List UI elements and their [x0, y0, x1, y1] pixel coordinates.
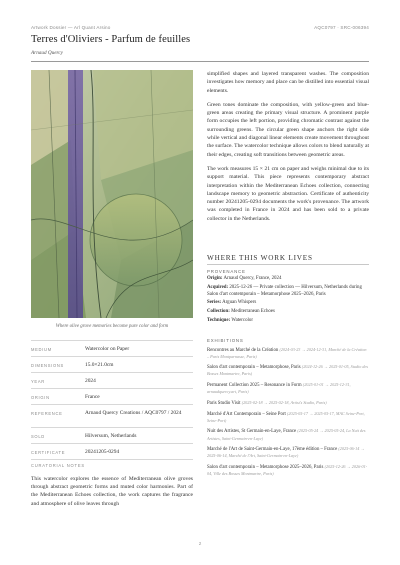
exhibition-name: Permanent Collection 2025 – Resonance in Form	[207, 383, 302, 389]
spec-label: SOLD	[31, 433, 45, 439]
exhibition-item	[207, 364, 369, 378]
exhibition-meta: (2024-12-26 → 2025-01-05, Studio des Bosses Montmartre, Paris)	[207, 364, 368, 377]
artwork-image	[31, 70, 193, 318]
spec-label: DIMENSIONS	[31, 362, 64, 368]
spec-row	[31, 427, 193, 443]
spec-row	[31, 388, 193, 404]
provenance-label: Series:	[207, 300, 222, 306]
spec-value: 2024	[85, 377, 96, 384]
history-heading: WHERE THIS WORK LIVES	[207, 254, 313, 262]
provenance-text: Arguan Whispers	[222, 300, 257, 306]
exhibition-name: Nuit des Artistes, St Germain-en-Laye, France	[207, 429, 297, 435]
spec-value: Hilversum, Netherlands	[85, 432, 137, 439]
exhibition-name: Paris Studio Visit	[207, 400, 241, 406]
spec-label: MEDIUM	[31, 346, 52, 352]
spec-label: YEAR	[31, 378, 45, 384]
exhibition-meta: (2025-05-17 → 2025-05-17, MAC Seine-Port, Seine-Port)	[207, 410, 365, 423]
provenance-item	[207, 285, 369, 298]
exhibition-name: Marché d'Art Contemporain – Seine Port	[207, 411, 286, 417]
provenance-heading: PROVENANCE	[207, 269, 246, 274]
provenance-section	[207, 269, 369, 325]
exhibition-item	[207, 411, 369, 425]
exhibitions-section	[207, 338, 369, 478]
spec-row	[31, 356, 193, 372]
provenance-item	[207, 318, 369, 325]
spec-label: CERTIFICATE	[31, 449, 66, 455]
provenance-text: Arnaud Quercy, France, 2024	[223, 276, 282, 282]
description-paragraph: simplified shapes and layered transparent washes. The composition investigates how memory and place can be distilled into essential visual elements.	[207, 71, 369, 94]
provenance-label: Technique:	[207, 317, 231, 323]
artwork-title: Terres d'Oliviers - Parfum de feuilles	[31, 34, 191, 45]
exhibitions-heading: EXHIBITIONS	[207, 338, 244, 343]
spec-value: Watercolor on Paper	[85, 345, 130, 352]
exhibition-name: Marché de l'Art de Saint-Germain-en-Laye, 17ème édition – France	[207, 447, 338, 453]
description-paragraph: Green tones dominate the composition, with yellow-green and blue-green areas creating the primary visual structure. A prominent purple form occupies the left portion, providing chromatic contrast against the surrounding greens. The circular green shape anchors the right side while vertical and diagonal linear elements create movement throughout the surface. The watercolor technique allows colors to blend naturally at their edges, creating soft transitions between geometric areas.	[207, 101, 369, 158]
spec-label: REFERENCE	[31, 410, 63, 416]
spec-row	[31, 372, 193, 388]
exhibition-name: Rencontres au Marché de la Création	[207, 347, 279, 353]
exhibition-item	[207, 464, 369, 478]
artwork-caption: Where olive grove memories become pure color and form	[55, 324, 169, 329]
exhibition-meta: (2024-03-23 → 2024-12-31, Marché de la Création – Paris Montparnasse, Paris)	[207, 346, 367, 359]
exhibition-meta: (2025-12-26 → 2026-01-04, Ville des Bosses Montmartre, Paris)	[207, 463, 368, 477]
provenance-item	[207, 309, 369, 316]
spec-value: 15.0×21.0cm	[85, 361, 114, 368]
exhibition-item	[207, 382, 369, 396]
provenance-text: Mediterranean Echoes	[231, 309, 275, 315]
specs-table	[31, 340, 193, 460]
provenance-item	[207, 276, 369, 283]
history-divider	[207, 264, 369, 265]
spec-row	[31, 443, 193, 460]
exhibition-item	[207, 400, 369, 407]
title-divider	[31, 61, 369, 62]
provenance-label: Acquired:	[207, 284, 229, 290]
exhibition-item	[207, 428, 369, 442]
exhibition-item	[207, 347, 369, 361]
spec-value: 20241205-0294	[85, 448, 120, 455]
exhibition-meta: (2025-05-24 → 2025-05-24, La Nuit des Artistes, Saint-Germain-en-Laye)	[207, 428, 366, 441]
spec-value: Arnaud Quercy Creations / AQC0797 / 2024	[85, 409, 182, 416]
exhibition-name: Salon d'art contemporain – Metamorphose 2025–2026, Paris	[207, 464, 324, 470]
provenance-item	[207, 300, 369, 307]
description-paragraph: The work measures 15 × 21 cm on paper and weighs minimal due to its support material. This piece represents contemporary abstract interpretation within the Mediterranean Echoes collection, connecting landscape memory to geometric abstraction. Certificate of authenticity number 20241205-0294 documents the work's provenance. The artwork was completed in France in 2024 and has been sold to a private collector in the Netherlands.	[207, 165, 369, 222]
curatorial-text: This watercolor explores the essence of Mediterranean olive groves through abstract geometric forms and muted color harmonies. Part of the Mediterranean Echoes collection, the work captures the fragrance and atmosphere of olive leaves through	[31, 476, 193, 507]
provenance-label: Collection:	[207, 309, 230, 315]
spec-value: France	[85, 393, 100, 400]
artist-name: Arnaud Quercy	[31, 50, 63, 56]
header-right: AQC0797 · SRC-006394	[314, 25, 369, 30]
exhibition-item	[207, 446, 369, 460]
curatorial-heading: CURATORIAL NOTES	[31, 463, 85, 468]
description-column	[207, 70, 369, 229]
header-bar	[31, 25, 369, 30]
header-left: Artwork Dossier — Arl Quant Arsino	[31, 25, 111, 30]
provenance-label: Origin:	[207, 276, 223, 282]
exhibition-name: Salon d'art contemporain – Metamorphose, Paris	[207, 365, 301, 371]
page-number: 2	[198, 541, 202, 546]
exhibition-meta: (2025-02-18 → 2025-02-18, Artist's Studio, Paris)	[241, 399, 327, 405]
spec-row	[31, 404, 193, 427]
exhibition-meta: (2025-01-01 → 2025-12-31, arnaudquercy.art, Paris)	[207, 382, 351, 395]
spec-row	[31, 340, 193, 356]
provenance-text: 2025-12-26 — Private collection — Hilversum, Netherlands during Salon d'art contemporain – Metamorphose 2025–2026, Paris	[207, 284, 362, 297]
provenance-text: Watercolor	[231, 317, 253, 323]
spec-label: ORIGIN	[31, 394, 50, 400]
exhibition-meta: (2025-06-14 → 2025-06-14, Marché de l'Art, Saint-Germain-en-Laye)	[207, 446, 365, 459]
